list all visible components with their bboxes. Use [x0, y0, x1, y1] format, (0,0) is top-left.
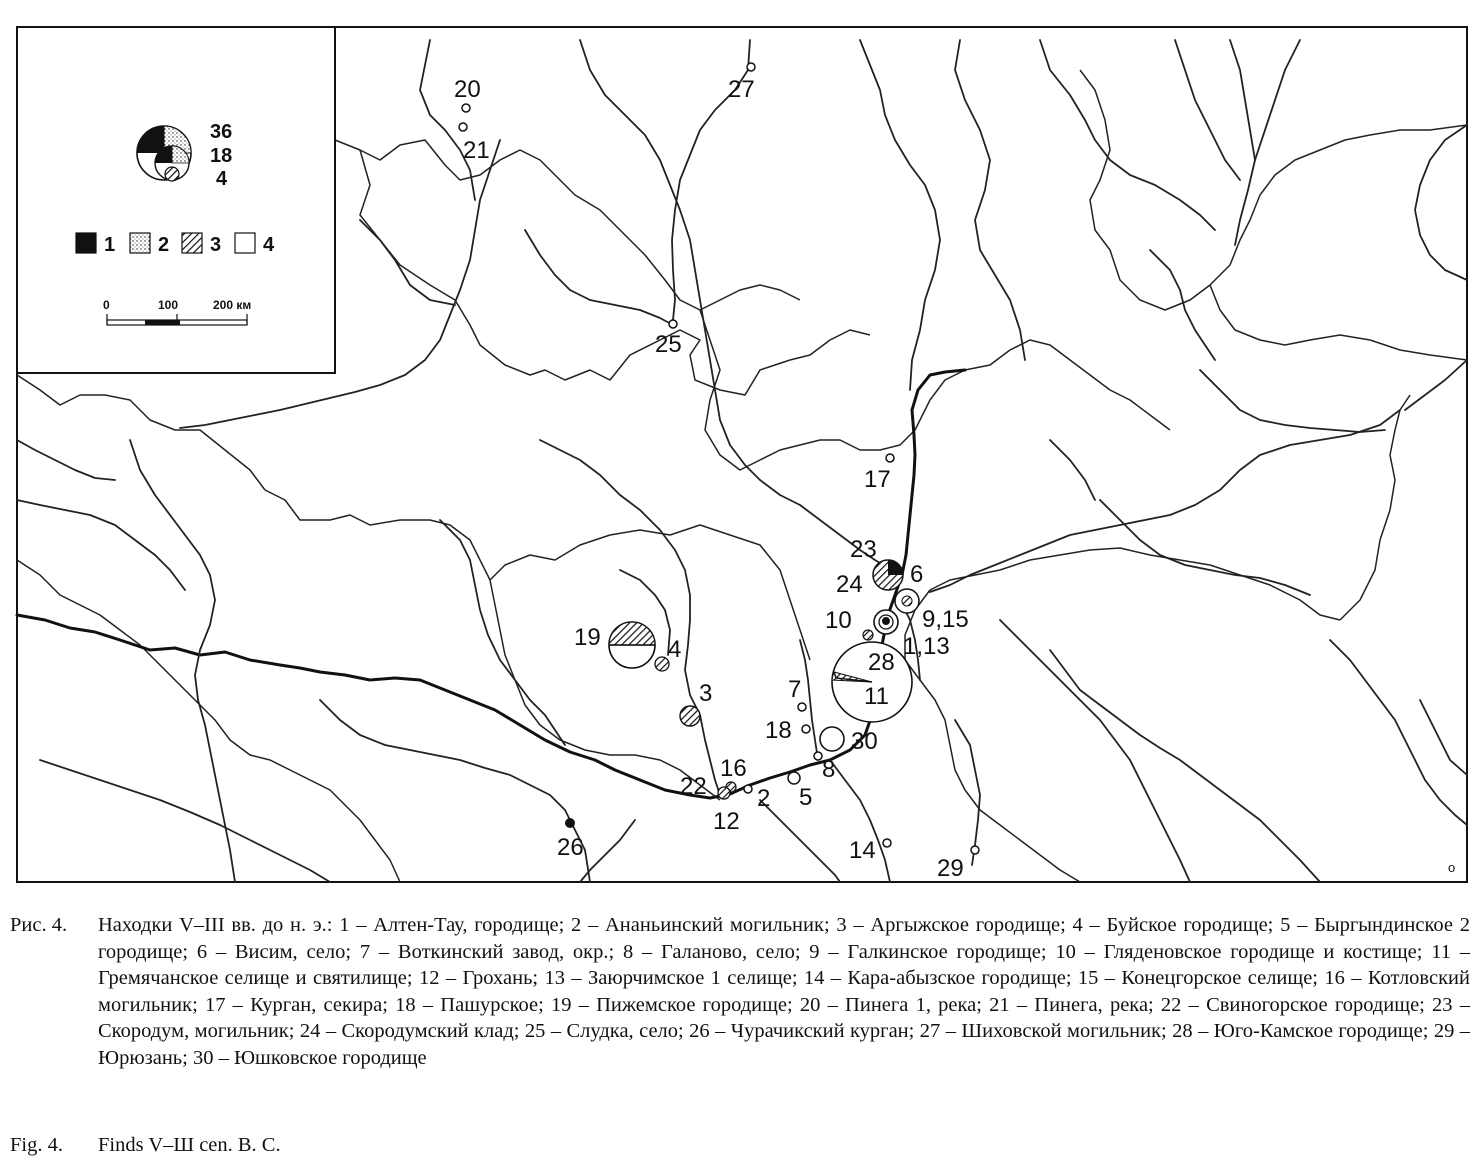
site-marker-21: [459, 123, 467, 131]
scale-tick-0: 0: [103, 298, 110, 312]
site-marker-9-15: [895, 589, 919, 613]
site-label-30: 30: [851, 728, 878, 755]
site-marker-8: [814, 752, 822, 760]
site-label-3: 3: [699, 680, 713, 707]
site-label-25: 25: [655, 331, 682, 358]
site-label-26: 26: [557, 834, 584, 861]
site-marker-5: [788, 772, 800, 784]
site-marker-19: [609, 622, 655, 668]
site-label-22: 22: [680, 773, 707, 800]
site-marker-18: [802, 725, 810, 733]
site-label-19: 19: [574, 624, 601, 651]
site-label-23: 23: [850, 536, 877, 563]
site-label-17: 17: [864, 466, 891, 493]
caption-en-text: Finds V–Ш cen. B. C.: [98, 1134, 281, 1156]
site-marker-1-13: [874, 610, 898, 634]
scale-tick-100: 100: [158, 298, 179, 312]
legend-size-circles: [137, 126, 191, 181]
site-marker-3: [680, 706, 700, 726]
legend-size-36: 36: [210, 121, 233, 143]
legend-inset: [17, 27, 335, 373]
site-marker-2: [744, 785, 752, 793]
site-marker-29: [971, 846, 979, 854]
site-label-12: 12: [713, 808, 740, 835]
site-label-5: 5: [799, 784, 813, 811]
site-label-21: 21: [463, 137, 490, 164]
legend-swatch-black: [76, 233, 96, 253]
site-label-7: 7: [788, 676, 802, 703]
site-label-16: 16: [720, 755, 747, 782]
legend-swatch-white: [235, 233, 255, 253]
figure-caption: [10, 912, 1470, 1071]
legend-swatch-dotted: [130, 233, 150, 253]
stray-mark: о: [1448, 860, 1456, 875]
scale-tick-200: 200 км: [213, 298, 252, 312]
caption-en-figure-number: Fig. 4.: [10, 1134, 63, 1156]
site-marker-30: [820, 727, 844, 751]
legend-swatch-hatched: [182, 233, 202, 253]
site-label-10: 10: [825, 607, 852, 634]
site-marker-17: [886, 454, 894, 462]
site-marker-20: [462, 104, 470, 112]
site-marker-27: [747, 63, 755, 71]
site-label-20: 20: [454, 76, 481, 103]
site-label-18: 18: [765, 717, 792, 744]
site-label-14: 14: [849, 837, 876, 864]
legend-label-3: 3: [210, 234, 222, 256]
site-marker-10: [863, 630, 873, 640]
site-label-2: 2: [757, 785, 771, 812]
site-label-9-15: 9,15: [922, 606, 969, 633]
site-label-8: 8: [822, 756, 836, 783]
site-label-28: 28: [868, 649, 895, 676]
site-label-4: 4: [668, 636, 682, 663]
figure-caption-english: [10, 1134, 281, 1157]
legend-label-4: 4: [263, 234, 275, 256]
site-label-6: 6: [910, 561, 924, 588]
caption-body: [10, 912, 1470, 1071]
legend-label-2: 2: [158, 234, 170, 256]
site-marker-25: [669, 320, 677, 328]
caption-title: Находки V–III вв. до н. э.:: [98, 914, 333, 936]
site-label-24: 24: [836, 571, 863, 598]
site-marker-7: [798, 703, 806, 711]
site-label-29: 29: [937, 855, 964, 882]
site-marker-6: [895, 567, 903, 575]
legend-size-18: 18: [210, 145, 233, 167]
legend-size-4: 4: [216, 168, 228, 190]
site-marker-22-12: [718, 787, 730, 799]
caption-entries: 1 – Алтен-Тау, городище; 2 – Ананьинский могильник; 3 – Аргыжское городище; 4 – Буйское городище; 5 – Быргындинское 2 городище; 6 – Висим, село; 7 – Воткинский завод, окр.; 8 – Галаново, село; 9 – Галкинское городище; 10 – Гляденовское городище и костище; 11 – Гремячанское селище и святилище; 12 – Грохань; 13 – Заюрчимское 1 селище; 14 – Кара-абызское городище; 15 – Конецгорское селище; 16 – Котловский могильник; 17 – Курган, секира; 18 – Пашурское; 19 – Пижемское городище; 20 – Пинега 1, река; 21 – Пинега, река; 22 – Свиногорское городище; 23 – Скородум, могильник; 24 – Скородумский клад; 25 – Слудка, село; 26 – Чурачикский курган; 27 – Шиховской могильник; 28 – Юго-Камское городище; 29 – Юрюзань; 30 – Юшковское городище: [98, 914, 1471, 1069]
site-marker-4: [655, 657, 669, 671]
site-marker-23-24: [873, 560, 903, 590]
caption-figure-number: Рис. 4.: [10, 914, 68, 936]
site-marker-26: [565, 818, 575, 828]
site-label-27: 27: [728, 76, 755, 103]
site-label-1-13: 1,13: [903, 633, 950, 660]
legend-label-1: 1: [104, 234, 116, 256]
site-label-11: 11: [864, 683, 889, 710]
site-marker-14: [883, 839, 891, 847]
